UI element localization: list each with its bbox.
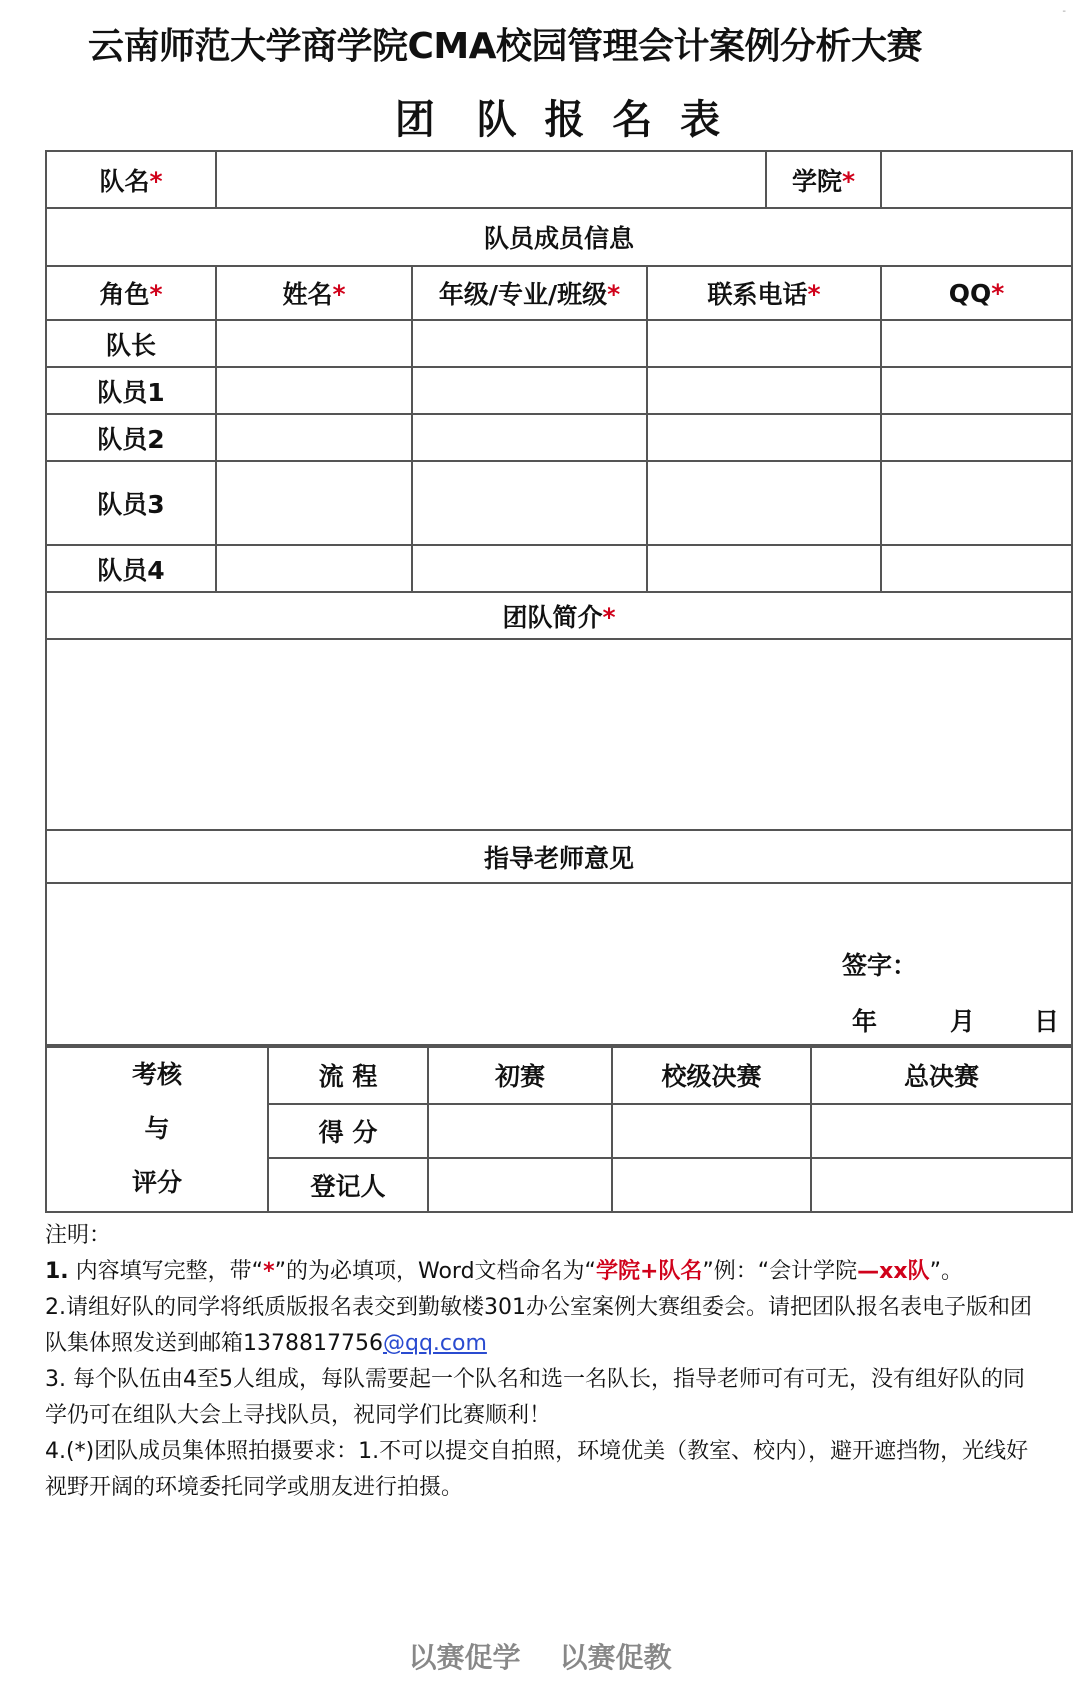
member2-phone-field[interactable]: [647, 414, 881, 461]
col-header-phone: 联系电话*: [647, 266, 881, 320]
captain-name-field[interactable]: [216, 320, 412, 367]
member2-name-field[interactable]: [216, 414, 412, 461]
member4-qq-field[interactable]: [881, 545, 1072, 592]
intro-title: 团队简介*: [46, 592, 1072, 639]
table-row: [46, 320, 1072, 367]
col-header-qq: QQ*: [881, 266, 1072, 320]
member-section-title: 队员成员信息: [46, 208, 1072, 266]
captain-phone-field[interactable]: [647, 320, 881, 367]
row-label-member4: 队员4: [46, 545, 216, 592]
member1-class-field[interactable]: [412, 367, 647, 414]
table-row: [46, 461, 1072, 545]
stage-grand-final: 总决赛: [811, 1045, 1072, 1104]
score-preliminary-field[interactable]: [428, 1104, 612, 1158]
member3-class-field[interactable]: [412, 461, 647, 545]
registrar-label: 登记人: [268, 1158, 428, 1212]
advisor-title: 指导老师意见: [46, 830, 1072, 883]
date-month-label: 月: [950, 1007, 976, 1036]
assessment-label: 考核 与 评分: [46, 1045, 268, 1212]
score-grand-final-field[interactable]: [811, 1104, 1072, 1158]
team-name-label: 队名*: [46, 151, 216, 208]
college-field[interactable]: [881, 151, 1072, 208]
footer-slogan: 以赛促学 以赛促教: [408, 1641, 672, 1674]
member4-class-field[interactable]: [412, 545, 647, 592]
registrar-preliminary-field[interactable]: [428, 1158, 612, 1212]
score-label: 得 分: [268, 1104, 428, 1158]
member2-qq-field[interactable]: [881, 414, 1072, 461]
table-row: [46, 367, 1072, 414]
email-link[interactable]: @qq.com: [382, 1331, 487, 1356]
table-row: [46, 545, 1072, 592]
captain-qq-field[interactable]: [881, 320, 1072, 367]
row-label-member3: 队员3: [46, 461, 216, 545]
notes-heading: 注明：: [45, 1223, 112, 1248]
date-year-label: 年: [852, 1007, 878, 1036]
member4-phone-field[interactable]: [647, 545, 881, 592]
row-label-captain: 队长: [46, 320, 216, 367]
member1-name-field[interactable]: [216, 367, 412, 414]
scoring-table: [45, 1044, 1073, 1213]
process-label: 流 程: [268, 1045, 428, 1104]
registration-table: [45, 150, 1073, 1048]
corner-mark: -: [1062, 6, 1066, 17]
row-label-member2: 队员2: [46, 414, 216, 461]
member1-qq-field[interactable]: [881, 367, 1072, 414]
member3-name-field[interactable]: [216, 461, 412, 545]
signature-label: 签字：: [842, 951, 918, 980]
col-header-name: 姓名*: [216, 266, 412, 320]
note-2: 2.请组好队的同学将纸质版报名表交到勤敏楼301办公室案例大赛组委会。请把团队报名表电子版和团队集体照发送到邮箱1378817756@qq.com: [45, 1295, 1032, 1356]
stage-preliminary: 初赛: [428, 1045, 612, 1104]
col-header-class: 年级/专业/班级*: [412, 266, 647, 320]
intro-field[interactable]: [46, 639, 1072, 830]
member2-class-field[interactable]: [412, 414, 647, 461]
captain-class-field[interactable]: [412, 320, 647, 367]
notes-section: [45, 1218, 1035, 1506]
advisor-opinion-field[interactable]: [46, 883, 1072, 1047]
score-school-final-field[interactable]: [612, 1104, 811, 1158]
member4-name-field[interactable]: [216, 545, 412, 592]
note-4: 4.(*)团队成员集体照拍摄要求：1.不可以提交自拍照，环境优美（教室、校内），避开遮挡物，光线好视野开阔的环境委托同学或朋友进行拍摄。: [45, 1439, 1029, 1500]
member3-qq-field[interactable]: [881, 461, 1072, 545]
page-title: 云南师范大学商学院CMA校园管理会计案例分析大赛: [87, 26, 923, 67]
stage-school-final: 校级决赛: [612, 1045, 811, 1104]
table-row: [46, 414, 1072, 461]
col-header-role: 角色*: [46, 266, 216, 320]
member1-phone-field[interactable]: [647, 367, 881, 414]
team-name-field[interactable]: [216, 151, 766, 208]
registrar-grand-final-field[interactable]: [811, 1158, 1072, 1212]
form-subtitle: 团 队 报 名 表: [394, 97, 721, 143]
college-label: 学院*: [766, 151, 881, 208]
registrar-school-final-field[interactable]: [612, 1158, 811, 1212]
row-label-member1: 队员1: [46, 367, 216, 414]
date-day-label: 日: [1034, 1007, 1060, 1036]
note-1: 1. 内容填写完整，带“*”的为必填项，Word文档命名为“学院+队名”例：“会计学院—xx队”。: [45, 1259, 963, 1284]
member3-phone-field[interactable]: [647, 461, 881, 545]
note-3: 3. 每个队伍由4至5人组成，每队需要起一个队名和选一名队长，指导老师可有可无，没有组好队的同学仍可在组队大会上寻找队员，祝同学们比赛顺利！: [45, 1367, 1025, 1428]
